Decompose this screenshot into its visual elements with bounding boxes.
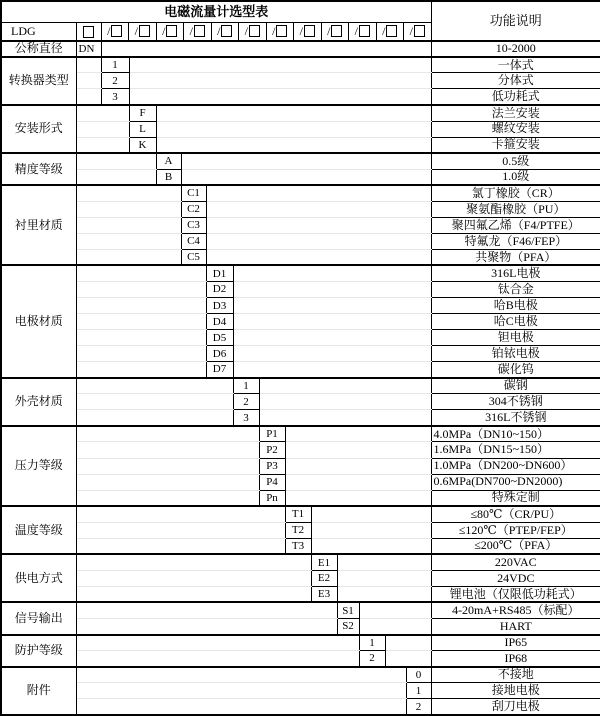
slash-glyph: / — [382, 23, 386, 38]
description-cell: 法兰安装 — [431, 105, 600, 121]
description-cell: 特氟龙（F46/FEP） — [431, 233, 600, 249]
category-label: 供电方式 — [1, 554, 76, 602]
right-gap-cell — [181, 169, 431, 185]
code-box-icon — [304, 25, 315, 37]
description-cell: 氯丁橡胶（CR） — [431, 185, 600, 201]
category-label: 信号输出 — [1, 602, 76, 634]
category-label: 外壳材质 — [1, 378, 76, 426]
left-gap-cell — [76, 346, 206, 362]
code-cell: P4 — [259, 474, 285, 490]
description-cell: 1.6MPa（DN15~150） — [431, 442, 600, 458]
right-gap-cell — [285, 474, 431, 490]
code-cell: 1 — [406, 683, 431, 699]
left-gap-cell — [76, 201, 181, 217]
right-gap-cell — [129, 73, 431, 89]
description-cell: ≤200℃（PFA） — [431, 538, 600, 554]
code-cell: C1 — [181, 185, 206, 201]
code-cell: T1 — [285, 506, 311, 522]
category-label: 安装形式 — [1, 105, 76, 153]
code-slot — [102, 23, 129, 40]
code-cell: 1 — [233, 378, 259, 394]
code-cell: A — [156, 153, 181, 169]
code-cell: DN — [76, 41, 101, 57]
code-box-icon — [221, 25, 232, 37]
right-gap-cell — [259, 410, 431, 426]
description-cell: HART — [431, 618, 600, 634]
left-gap-cell — [76, 442, 259, 458]
description-cell: 分体式 — [431, 73, 600, 89]
code-cell: F — [129, 105, 156, 121]
right-gap-cell — [233, 281, 431, 297]
slash-glyph: / — [244, 23, 248, 38]
description-cell: 聚四氟乙烯（F4/PTFE） — [431, 217, 600, 233]
description-cell: 4.0MPa（DN10~150） — [431, 426, 600, 442]
code-box-icon — [414, 25, 425, 37]
code-box-first — [76, 22, 101, 40]
code-cell: D6 — [206, 346, 233, 362]
slash-glyph: / — [189, 23, 193, 38]
code-box-icon — [166, 25, 177, 37]
left-gap-cell — [76, 522, 285, 538]
description-cell: IP68 — [431, 651, 600, 667]
right-gap-cell — [206, 217, 431, 233]
left-gap-cell — [76, 137, 129, 153]
right-gap-cell — [181, 153, 431, 169]
description-cell: 碳化钨 — [431, 362, 600, 378]
description-cell: 卡箍安装 — [431, 137, 600, 153]
category-label: 衬里材质 — [1, 185, 76, 265]
description-cell: ≤120℃（PTEP/FEP） — [431, 522, 600, 538]
code-cell: S1 — [337, 602, 359, 618]
category-label: 压力等级 — [1, 426, 76, 506]
right-gap-cell — [233, 314, 431, 330]
description-cell: 钽电极 — [431, 330, 600, 346]
code-cell: B — [156, 169, 181, 185]
slash-glyph: / — [217, 23, 221, 38]
description-cell: 接地电极 — [431, 683, 600, 699]
function-description-header: 功能说明 — [431, 1, 600, 41]
code-cell: E3 — [311, 586, 337, 602]
code-cell: 3 — [233, 410, 259, 426]
description-cell: 1.0MPa（DN200~DN600） — [431, 458, 600, 474]
right-gap-cell — [233, 330, 431, 346]
right-gap-cell — [129, 57, 431, 73]
left-gap-cell — [76, 426, 259, 442]
code-cell: C3 — [181, 217, 206, 233]
model-prefix: LDG — [1, 22, 76, 40]
left-gap-cell — [76, 699, 406, 715]
code-box-icon — [83, 26, 94, 38]
description-cell: 锂电池（仅限低功耗式） — [431, 586, 600, 602]
code-cell: 2 — [233, 394, 259, 410]
right-gap-cell — [337, 570, 431, 586]
right-gap-cell — [285, 458, 431, 474]
slash-glyph: / — [327, 23, 331, 38]
left-gap-cell — [76, 330, 206, 346]
code-cell: C2 — [181, 201, 206, 217]
description-cell: 碳钢 — [431, 378, 600, 394]
description-cell: 不接地 — [431, 667, 600, 683]
code-cell: K — [129, 137, 156, 153]
description-cell: 聚氨酯橡胶（PU） — [431, 201, 600, 217]
left-gap-cell — [76, 233, 181, 249]
left-gap-cell — [76, 506, 285, 522]
slash-glyph: / — [409, 23, 413, 38]
description-cell: 0.6MPa(DN700~DN2000) — [431, 474, 600, 490]
description-cell: IP65 — [431, 635, 600, 651]
code-cell: D1 — [206, 265, 233, 281]
right-gap-cell — [259, 394, 431, 410]
description-cell: 24VDC — [431, 570, 600, 586]
right-gap-cell — [233, 346, 431, 362]
code-cell: C4 — [181, 233, 206, 249]
description-cell: 304不锈钢 — [431, 394, 600, 410]
left-gap-cell — [76, 121, 129, 137]
category-label: 温度等级 — [1, 506, 76, 554]
left-gap-cell — [76, 105, 129, 121]
left-gap-cell — [76, 362, 206, 378]
code-cell: P2 — [259, 442, 285, 458]
right-gap-cell — [233, 265, 431, 281]
description-cell: 刮刀电极 — [431, 699, 600, 715]
code-cell: 1 — [101, 57, 129, 73]
code-cell: D3 — [206, 298, 233, 314]
slash-glyph: / — [272, 23, 276, 38]
left-gap-cell — [76, 458, 259, 474]
left-gap-cell — [76, 683, 406, 699]
right-gap-cell — [285, 426, 431, 442]
code-cell: D5 — [206, 330, 233, 346]
right-gap-cell — [385, 651, 431, 667]
code-cell: 3 — [101, 89, 129, 105]
right-gap-cell — [129, 89, 431, 105]
right-gap-cell — [359, 602, 431, 618]
left-gap-cell — [76, 586, 311, 602]
code-cell: T3 — [285, 538, 311, 554]
left-gap-cell — [76, 249, 181, 265]
code-slot — [376, 23, 404, 40]
code-slot — [293, 23, 321, 40]
right-gap-cell — [156, 137, 431, 153]
right-gap-cell — [311, 538, 431, 554]
left-gap-cell — [76, 153, 156, 169]
right-gap-cell — [206, 249, 431, 265]
code-cell: P3 — [259, 458, 285, 474]
description-cell: 哈C电极 — [431, 314, 600, 330]
slash-glyph: / — [354, 23, 358, 38]
right-gap-cell — [359, 618, 431, 634]
right-gap-cell — [206, 185, 431, 201]
right-gap-cell — [337, 586, 431, 602]
left-gap-cell — [76, 651, 359, 667]
left-gap-cell — [76, 474, 259, 490]
left-gap-cell — [76, 89, 101, 105]
left-gap-cell — [76, 538, 285, 554]
slash-glyph: / — [299, 23, 303, 38]
left-gap-cell — [76, 410, 233, 426]
code-cell: S2 — [337, 618, 359, 634]
code-slot — [238, 23, 266, 40]
code-box-icon — [331, 25, 342, 37]
code-box-icon — [386, 25, 397, 37]
code-cell: 1 — [359, 635, 385, 651]
description-cell: 哈B电极 — [431, 298, 600, 314]
right-gap-cell — [285, 490, 431, 506]
slash-glyph: / — [107, 23, 111, 38]
right-gap-cell — [311, 506, 431, 522]
description-cell: 低功耗式 — [431, 89, 600, 105]
code-slot — [321, 23, 349, 40]
left-gap-cell — [76, 265, 206, 281]
description-cell: 0.5级 — [431, 153, 600, 169]
left-gap-cell — [76, 602, 337, 618]
code-box-icon — [249, 25, 260, 37]
code-box-icon — [359, 25, 370, 37]
code-slots — [102, 23, 431, 40]
description-cell: 10-2000 — [431, 41, 600, 57]
description-cell: 316L电极 — [431, 265, 600, 281]
code-slot-strip — [101, 22, 431, 40]
right-gap-cell — [285, 442, 431, 458]
description-cell: 一体式 — [431, 57, 600, 73]
description-cell: 4-20mA+RS485（标配） — [431, 602, 600, 618]
right-gap-cell — [156, 105, 431, 121]
left-gap-cell — [76, 394, 233, 410]
code-box-icon — [276, 25, 287, 37]
description-cell: 钛合金 — [431, 281, 600, 297]
left-gap-cell — [76, 169, 156, 185]
code-slot — [266, 23, 294, 40]
code-cell: L — [129, 121, 156, 137]
code-cell: T2 — [285, 522, 311, 538]
code-cell: 2 — [101, 73, 129, 89]
left-gap-cell — [76, 378, 233, 394]
code-slot — [211, 23, 239, 40]
description-cell: ≤80℃（CR/PU） — [431, 506, 600, 522]
left-gap-cell — [76, 570, 311, 586]
code-cell: D4 — [206, 314, 233, 330]
table-title: 电磁流量计选型表 — [1, 1, 431, 22]
category-label: 公称直径 — [1, 41, 76, 57]
left-gap-cell — [76, 667, 406, 683]
code-cell: 0 — [406, 667, 431, 683]
category-label: 电极材质 — [1, 265, 76, 377]
left-gap-cell — [76, 298, 206, 314]
right-gap-cell — [337, 554, 431, 570]
code-slot — [348, 23, 376, 40]
slash-glyph: / — [162, 23, 166, 38]
right-gap-cell — [101, 41, 431, 57]
code-cell: D2 — [206, 281, 233, 297]
code-cell: Pn — [259, 490, 285, 506]
code-cell: P1 — [259, 426, 285, 442]
left-gap-cell — [76, 57, 101, 73]
code-cell: D7 — [206, 362, 233, 378]
code-cell: E2 — [311, 570, 337, 586]
left-gap-cell — [76, 281, 206, 297]
right-gap-cell — [259, 378, 431, 394]
description-cell: 螺纹安装 — [431, 121, 600, 137]
category-label: 精度等级 — [1, 153, 76, 185]
description-cell: 特殊定制 — [431, 490, 600, 506]
left-gap-cell — [76, 490, 259, 506]
left-gap-cell — [76, 554, 311, 570]
code-cell: 2 — [359, 651, 385, 667]
left-gap-cell — [76, 314, 206, 330]
right-gap-cell — [233, 362, 431, 378]
right-gap-cell — [156, 121, 431, 137]
code-cell: E1 — [311, 554, 337, 570]
description-cell: 220VAC — [431, 554, 600, 570]
description-cell: 铂铱电极 — [431, 346, 600, 362]
category-label: 附件 — [1, 667, 76, 715]
left-gap-cell — [76, 73, 101, 89]
category-label: 防护等级 — [1, 635, 76, 667]
left-gap-cell — [76, 618, 337, 634]
code-slot — [128, 23, 156, 40]
right-gap-cell — [206, 233, 431, 249]
category-label: 转换器类型 — [1, 57, 76, 105]
left-gap-cell — [76, 217, 181, 233]
code-slot — [403, 23, 431, 40]
description-cell: 1.0级 — [431, 169, 600, 185]
description-cell: 316L不锈钢 — [431, 410, 600, 426]
code-box-icon — [194, 25, 205, 37]
code-slot — [183, 23, 211, 40]
code-box-icon — [111, 25, 122, 37]
code-cell: 2 — [406, 699, 431, 715]
description-cell: 共聚物（PFA） — [431, 249, 600, 265]
code-cell: C5 — [181, 249, 206, 265]
code-slot — [156, 23, 184, 40]
right-gap-cell — [311, 522, 431, 538]
slash-glyph: / — [134, 23, 138, 38]
right-gap-cell — [385, 635, 431, 651]
left-gap-cell — [76, 635, 359, 651]
right-gap-cell — [233, 298, 431, 314]
code-box-icon — [139, 25, 150, 37]
right-gap-cell — [206, 201, 431, 217]
left-gap-cell — [76, 185, 181, 201]
